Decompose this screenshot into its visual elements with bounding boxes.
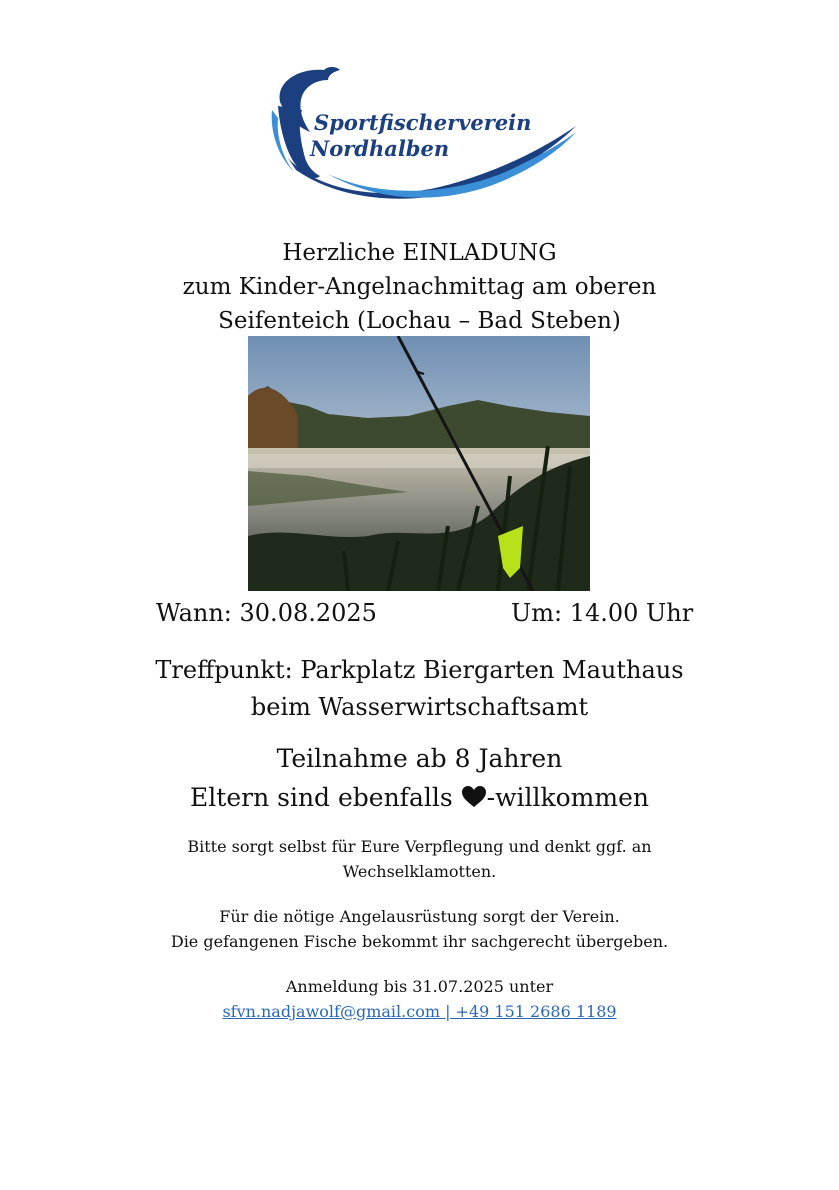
heading-line3: Seifenteich (Lochau – Bad Steben) bbox=[218, 308, 621, 334]
date-label: Wann: 30.08.2025 bbox=[156, 599, 377, 627]
participation-line1: Teilnahme ab 8 Jahren bbox=[276, 744, 563, 773]
club-logo bbox=[258, 62, 578, 212]
fish-logo-icon bbox=[258, 62, 578, 212]
time-label: Um: 14.00 Uhr bbox=[511, 599, 694, 627]
food-line1: Bitte sorgt selbst für Eure Verpflegung und denkt ggf. an bbox=[187, 837, 652, 856]
fishing-rod-lake-photo-icon bbox=[248, 336, 590, 591]
participation-line2-end: -willkommen bbox=[486, 783, 649, 812]
gear-line2: Die gefangenen Fische bekommt ihr sachgerecht übergeben. bbox=[170, 932, 669, 951]
participation-line2 bbox=[0, 778, 839, 817]
meeting-line2: beim Wasserwirtschaftsamt bbox=[250, 693, 589, 721]
heading-line1: Herzliche EINLADUNG bbox=[282, 240, 557, 266]
food-line2: Wechselklamotten. bbox=[342, 862, 497, 881]
contact-link[interactable]: sfvn.nadjawolf@gmail.com | +49 151 2686 1189 bbox=[222, 1002, 617, 1021]
gear-note bbox=[0, 904, 839, 954]
meeting-line1: Treffpunkt: Parkplatz Biergarten Mauthaus bbox=[155, 656, 684, 684]
heart-icon bbox=[462, 786, 486, 808]
heading-line2: zum Kinder-Angelnachmittag am oberen bbox=[182, 274, 657, 300]
participation-line2-start: Eltern sind ebenfalls bbox=[190, 783, 461, 812]
logo-line2: Nordhalben bbox=[310, 136, 450, 161]
lake-photo bbox=[248, 336, 590, 591]
food-note bbox=[0, 834, 839, 884]
participation-info bbox=[0, 739, 839, 817]
invitation-heading bbox=[0, 236, 839, 338]
logo-line1: Sportfischerverein bbox=[314, 110, 532, 135]
gear-line1: Für die nötige Angelausrüstung sorgt der Verein. bbox=[219, 907, 620, 926]
registration-line1: Anmeldung bis 31.07.2025 unter bbox=[285, 977, 554, 996]
meeting-point bbox=[0, 652, 839, 726]
registration-info bbox=[0, 974, 839, 1024]
